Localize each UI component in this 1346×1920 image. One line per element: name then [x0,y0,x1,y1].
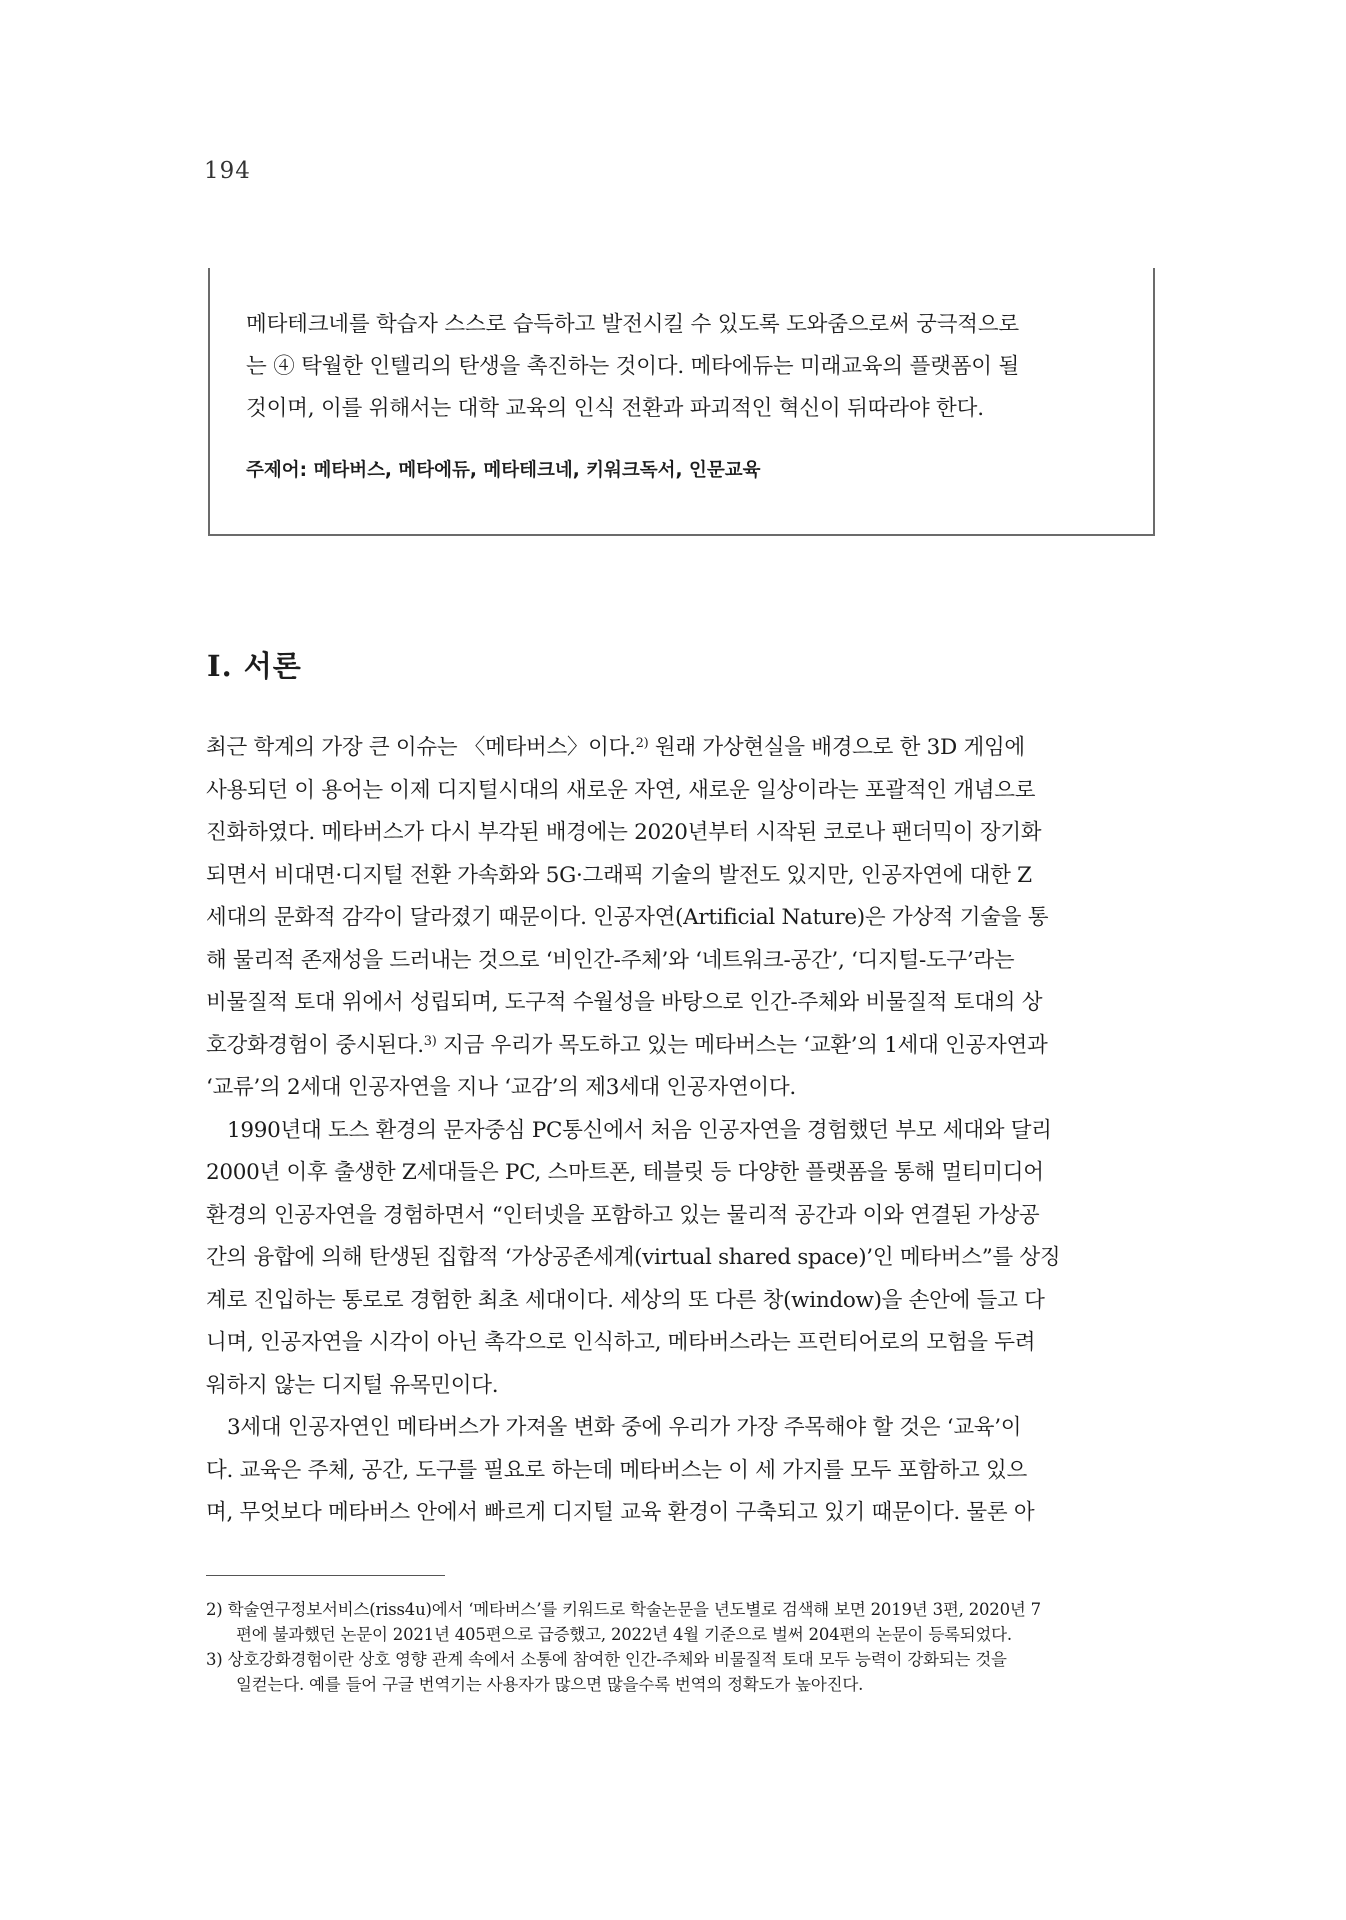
footnote-rule [206,1575,445,1576]
abstract-line: 메타테크네를 학습자 스스로 습득하고 발전시킬 수 있도록 도와줌으로써 궁극적으로 [246,312,1019,337]
body-line: 되면서 비대면·디지털 전환 가속화와 5G·그래픽 기술의 발전도 있지만, 인공자연에 대한 Z [206,862,1032,888]
body-line: 진화하였다. 메타버스가 다시 부각된 배경에는 2020년부터 시작된 코로나 팬더믹이 장기화 [206,820,1042,845]
footnote-line: 2) 학술연구정보서비스(riss4u)에서 ‘메타버스’를 키워드로 학술논문을 년도별로 검색해 보면 2019년 3편, 2020년 7 [206,1600,1041,1619]
footnote-line: 일컫는다. 예를 들어 구글 번역기는 사용자가 많으면 많을수록 번역의 정확도가 높아진다. [236,1675,864,1694]
footnotes [206,1597,1166,1697]
section-heading: Ⅰ. 서론 [207,649,302,683]
abstract-line: 는 ④ 탁월한 인텔리의 탄생을 촉진하는 것이다. 메타에듀는 미래교육의 플랫폼이 될 [246,354,1020,379]
body-line: 세대의 문화적 감각이 달라졌기 때문이다. 인공자연(Artificial Nature)은 가상적 기술을 통 [206,905,1049,930]
body-line: 계로 진입하는 통로로 경험한 최초 세대이다. 세상의 또 다른 창(window)을 손안에 들고 다 [206,1287,1045,1313]
body-line: 워하지 않는 디지털 유목민이다. [206,1372,499,1398]
abstract-box [208,268,1155,536]
body-text [206,727,1163,1535]
body-line: 다. 교육은 주체, 공간, 도구를 필요로 하는데 메타버스는 이 세 가지를 모두 포함하고 있으 [206,1457,1027,1483]
footnote-line: 3) 상호강화경험이란 상호 영향 관계 속에서 소통에 참여한 인간-주체와 비물질적 토대 모두 능력이 강화되는 것을 [206,1650,1007,1669]
body-line: 호강화경험이 중시된다.$^{3)}$ 지금 우리가 목도하고 있는 메타버스는 ‘교환’의 1세대 인공자연과 [206,1032,1048,1058]
footnote-ref: 2) [635,736,649,751]
keywords: 주제어: 메타버스, 메타에듀, 메타테크네, 키워크독서, 인문교육 [246,460,761,481]
body-line: 3세대 인공자연인 메타버스가 가져올 변화 중에 우리가 가장 주목해야 할 것은 ‘교육’이 [227,1415,1022,1440]
page-number: 194 [204,158,251,184]
body-line: 간의 융합에 의해 탄생된 집합적 ‘가상공존세계(virtual shared space)’인 메타버스”를 상징 [206,1245,1061,1270]
footnote-ref: 3) [423,1033,437,1049]
body-line: 니며, 인공자연을 시각이 아닌 촉각으로 인식하고, 메타버스라는 프런티어로의 모험을 두려 [206,1330,1036,1355]
body-line: 최근 학계의 가장 큰 이슈는 〈메타버스〉이다.$^{2)}$ 원래 가상현실을 배경으로 한 3D 게임에 [206,735,1025,760]
abstract-line: 것이며, 이를 위해서는 대학 교육의 인식 전환과 파괴적인 혁신이 뒤따라야 한다. [246,396,984,421]
footnote-line: 편에 불과했던 논문이 2021년 405편으로 급증했고, 2022년 4월 기준으로 벌써 204편의 논문이 등록되었다. [236,1625,1012,1644]
body-line: 해 물리적 존재성을 드러내는 것으로 ‘비인간-주체’와 ‘네트워크-공간’, ‘디지털-도구’라는 [206,947,1015,973]
body-line: 비물질적 토대 위에서 성립되며, 도구적 수월성을 바탕으로 인간-주체와 비물질적 토대의 상 [206,990,1043,1015]
body-line: 2000년 이후 출생한 Z세대들은 PC, 스마트폰, 테블릿 등 다양한 플랫폼을 통해 멀티미디어 [206,1160,1044,1185]
body-line: 1990년대 도스 환경의 문자중심 PC통신에서 처음 인공자연을 경험했던 부모 세대와 달리 [227,1117,1052,1143]
body-line: 며, 무엇보다 메타버스 안에서 빠르게 디지털 교육 환경이 구축되고 있기 때문이다. 물론 아 [206,1500,1035,1525]
body-line: ‘교류’의 2세대 인공자연을 지나 ‘교감’의 제3세대 인공자연이다. [206,1075,796,1100]
body-line: 환경의 인공자연을 경험하면서 “인터넷을 포함하고 있는 물리적 공간과 이와 연결된 가상공 [206,1202,1040,1228]
body-line: 사용되던 이 용어는 이제 디지털시대의 새로운 자연, 새로운 일상이라는 포괄적인 개념으로 [206,777,1036,803]
